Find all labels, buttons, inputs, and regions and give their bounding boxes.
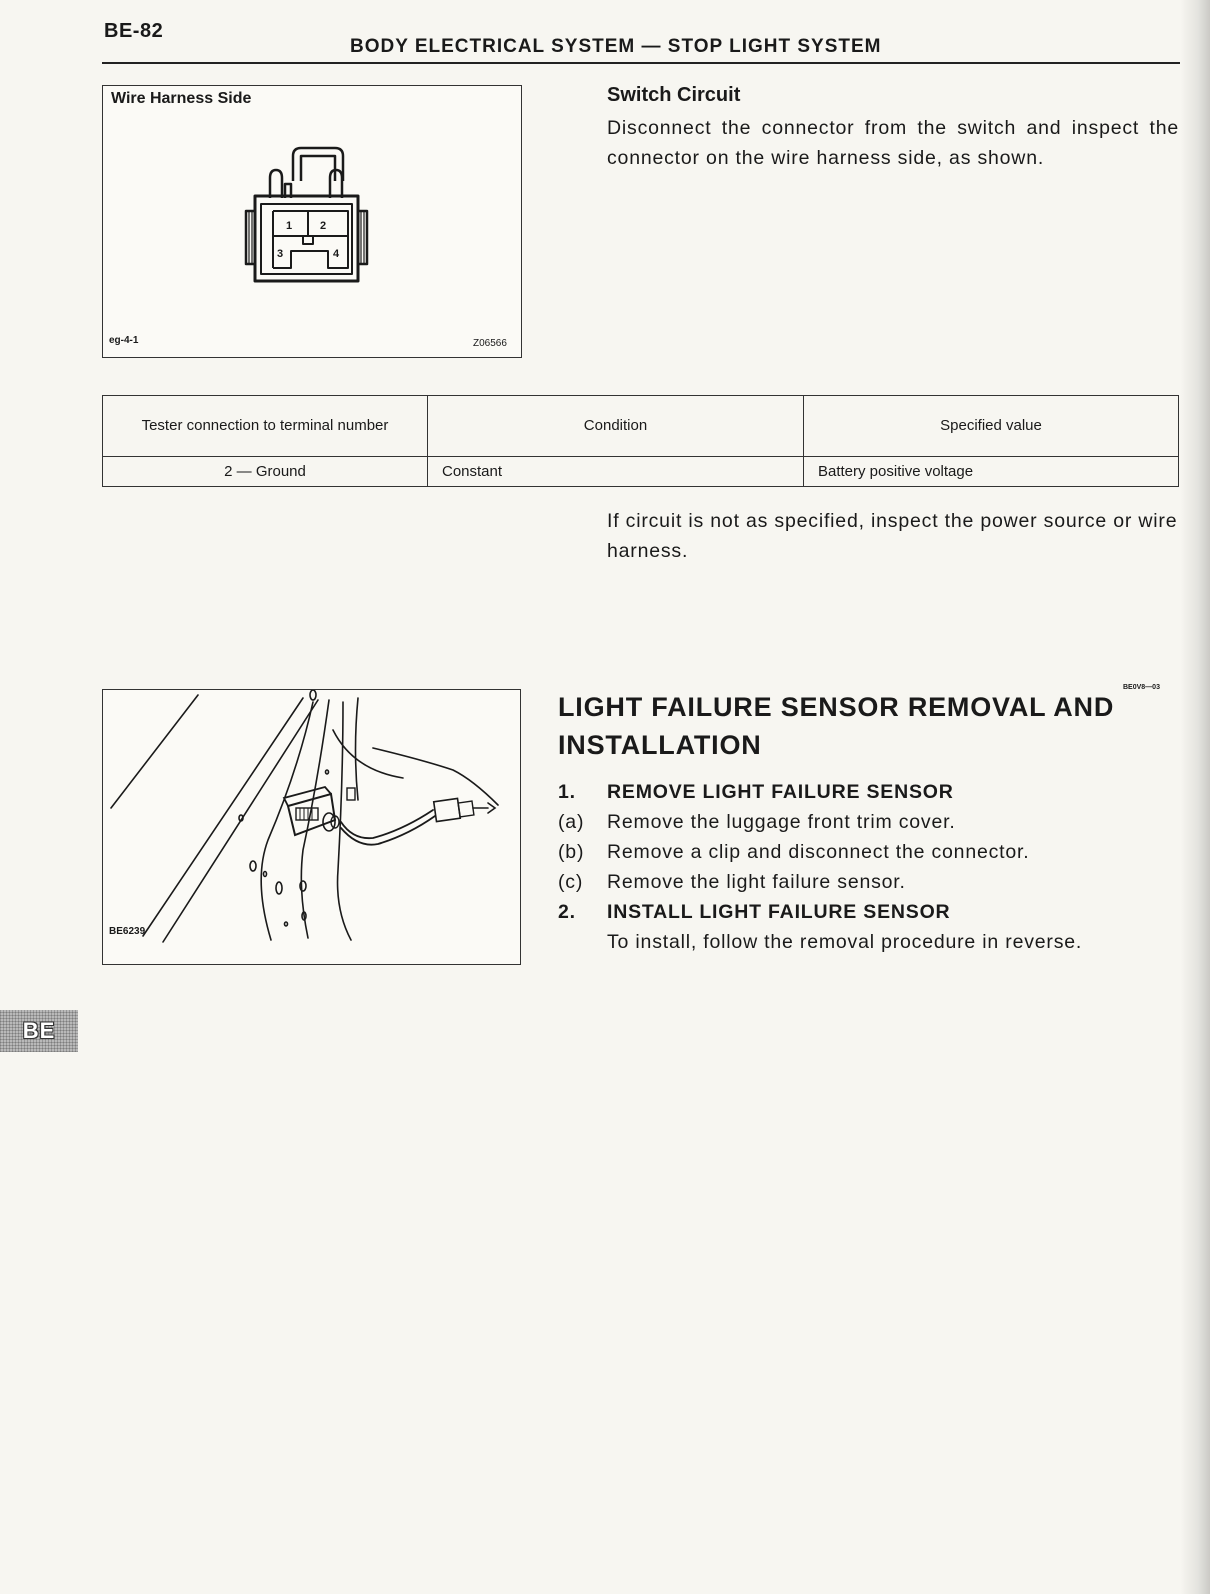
step-text: Remove a clip and disconnect the connector.	[607, 841, 1030, 863]
side-tab-label: BE	[22, 1018, 56, 1043]
section-code: BE0V8—03	[1123, 684, 1160, 691]
sensor-location-figure	[102, 689, 521, 965]
wire-harness-figure	[102, 85, 522, 358]
circuit-note: If circuit is not as specified, inspect the power source or wire harness.	[607, 510, 1178, 562]
table-header-cell: Tester connection to terminal number	[103, 396, 428, 457]
terminal-4: 4	[333, 248, 340, 260]
step-number: (c)	[558, 871, 584, 893]
tester-spec-table	[102, 395, 1179, 487]
page-header-title: BODY ELECTRICAL SYSTEM — STOP LIGHT SYSTEM	[350, 36, 882, 57]
step-number: (a)	[558, 811, 585, 833]
connector-diagram	[103, 86, 521, 357]
step-number: (b)	[558, 841, 585, 863]
step-text: To install, follow the removal procedure in reverse.	[607, 931, 1083, 953]
terminal-2: 2	[320, 220, 327, 232]
terminal-3: 3	[277, 248, 284, 260]
table-cell: Constant	[428, 457, 804, 487]
step-text: REMOVE LIGHT FAILURE SENSOR	[607, 781, 954, 803]
table-cell: Battery positive voltage	[804, 457, 1179, 487]
table-header-cell: Specified value	[804, 396, 1179, 457]
figure-code-right: Z06566	[473, 338, 507, 349]
figure-caption: Wire Harness Side	[111, 90, 252, 107]
step-text: Remove the luggage front trim cover.	[607, 811, 956, 833]
table-cell: 2 — Ground	[103, 457, 428, 487]
step-text: Remove the light failure sensor.	[607, 871, 906, 893]
table-header-cell: Condition	[428, 396, 804, 457]
page-edge-shadow	[1180, 0, 1210, 1594]
table-header-row	[103, 396, 1179, 457]
figure-code: BE6239	[109, 926, 146, 937]
switch-circuit-title: Switch Circuit	[607, 84, 741, 106]
section-side-tab	[0, 1010, 78, 1052]
header-divider	[102, 62, 1180, 64]
terminal-1: 1	[286, 220, 293, 232]
step-number: 2.	[558, 901, 576, 923]
page-number: BE-82	[104, 20, 164, 42]
section-title: LIGHT FAILURE SENSOR REMOVAL AND INSTALLATION	[558, 692, 1115, 760]
switch-circuit-body: Disconnect the connector from the switch and inspect the connector on the wire harness side, as shown.	[607, 117, 1179, 169]
sensor-location-diagram	[103, 690, 520, 964]
step-number: 1.	[558, 781, 576, 803]
figure-code-left: eg-4-1	[109, 335, 139, 346]
step-text: INSTALL LIGHT FAILURE SENSOR	[607, 901, 951, 923]
table-row	[103, 457, 1179, 487]
